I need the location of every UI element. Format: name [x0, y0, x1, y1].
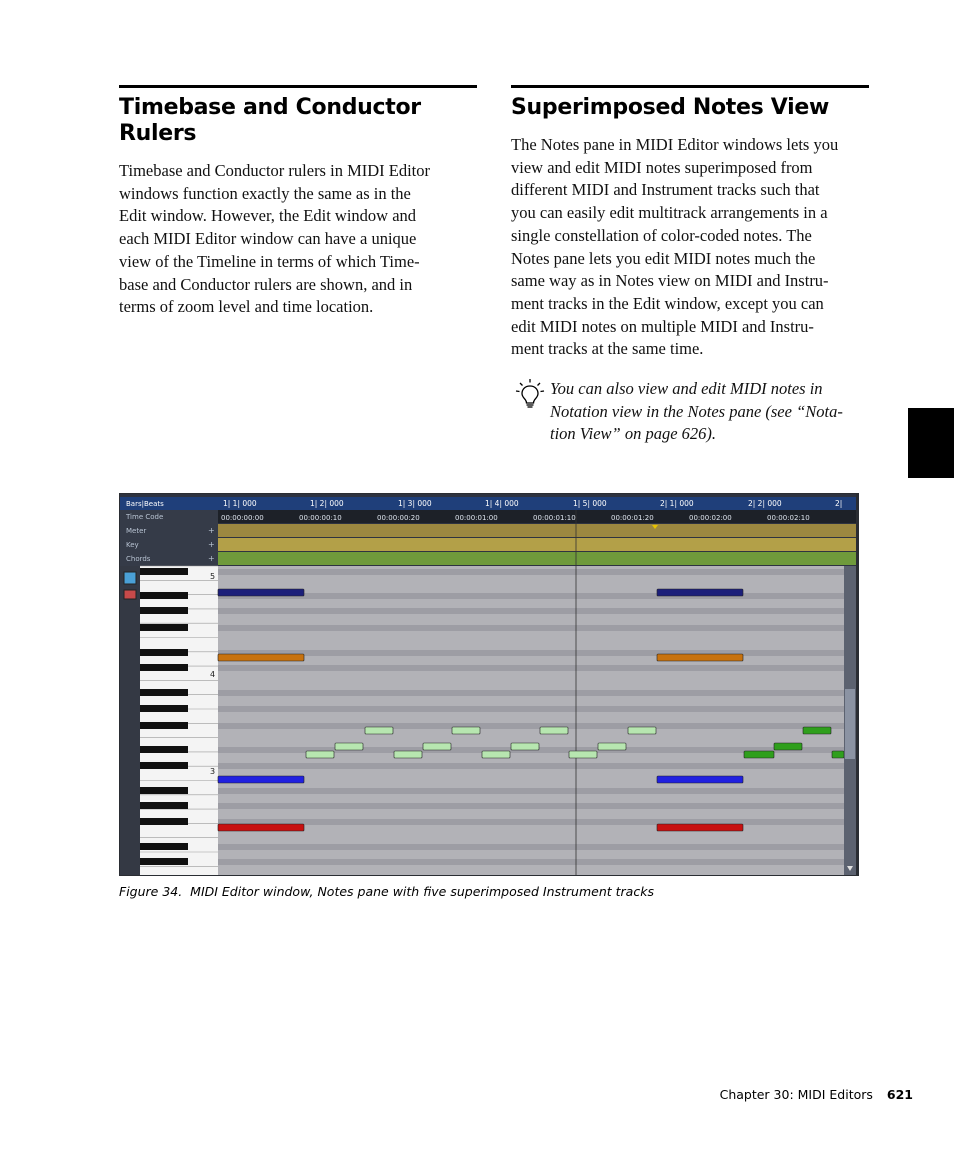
midi-note[interactable]	[774, 743, 802, 750]
black-key-lane	[218, 569, 844, 575]
black-key-lane	[218, 593, 844, 599]
bar-tick-label: 1| 1| 000	[223, 499, 257, 508]
bar-tick-label: 2| 2| 000	[748, 499, 782, 508]
bar-tick-label: 1| 5| 000	[573, 499, 607, 508]
timecode-tick-label: 00:00:00:10	[299, 514, 342, 522]
black-key[interactable]	[140, 802, 188, 809]
timecode-tick-label: 00:00:02:10	[767, 514, 810, 522]
midi-note[interactable]	[628, 727, 656, 734]
black-key[interactable]	[140, 722, 188, 729]
black-key[interactable]	[140, 858, 188, 865]
track-color-button[interactable]	[124, 572, 136, 584]
left-body-line: Edit window. However, the Edit window and	[119, 206, 417, 226]
timecode-tick-label: 00:00:01:10	[533, 514, 576, 522]
midi-note[interactable]	[394, 751, 422, 758]
midi-note[interactable]	[803, 727, 831, 734]
black-key-lane	[218, 763, 844, 769]
right-heading: Superimposed Notes View	[511, 95, 830, 120]
tip-line: tion View” on page 626).	[550, 424, 717, 444]
black-key[interactable]	[140, 649, 188, 656]
tip-text	[550, 378, 880, 446]
right-body-line: same way as in Notes view on MIDI and Instru-	[511, 271, 829, 291]
ruler-label-0: Bars|Beats	[126, 500, 164, 508]
chords-ruler[interactable]	[218, 552, 859, 565]
ruler-add-icon: +	[208, 526, 215, 535]
right-body-line: single constellation of color-coded notes. The	[511, 225, 812, 245]
remove-track-button[interactable]	[124, 590, 136, 599]
ruler-label-2: Meter	[126, 527, 147, 535]
black-key[interactable]	[140, 843, 188, 850]
key-ruler[interactable]	[218, 538, 859, 551]
midi-note[interactable]	[657, 654, 743, 661]
midi-editor-canvas	[120, 494, 859, 876]
midi-note[interactable]	[218, 776, 304, 783]
midi-note[interactable]	[306, 751, 334, 758]
black-key[interactable]	[140, 592, 188, 599]
midi-note[interactable]	[832, 751, 844, 758]
midi-note[interactable]	[218, 824, 304, 831]
midi-note[interactable]	[598, 743, 626, 750]
page-footer	[720, 1087, 913, 1102]
black-key[interactable]	[140, 818, 188, 825]
bar-tick-label: 1| 2| 000	[310, 499, 344, 508]
black-key-lane	[218, 650, 844, 656]
figure-caption	[119, 884, 654, 899]
octave-label: 5	[210, 572, 216, 581]
tip-line: You can also view and edit MIDI notes in	[550, 379, 823, 398]
left-body-line: Timebase and Conductor rulers in MIDI Editor	[119, 161, 431, 180]
black-key-lane	[218, 608, 844, 614]
midi-note[interactable]	[569, 751, 597, 758]
midi-note[interactable]	[744, 751, 774, 758]
left-body-line: base and Conductor rulers are shown, and in	[119, 274, 413, 294]
black-key-lane	[218, 665, 844, 671]
bar-tick-label: 1| 3| 000	[398, 499, 432, 508]
octave-label: 4	[210, 670, 216, 679]
black-key[interactable]	[140, 787, 188, 794]
left-column-rule	[119, 85, 477, 88]
right-body-line: The Notes pane in MIDI Editor windows lets you	[511, 135, 839, 154]
right-column-rule	[511, 85, 869, 88]
midi-note[interactable]	[540, 727, 568, 734]
black-key-lane	[218, 859, 844, 865]
right-body-line: ment tracks in the Edit window, except you can	[511, 293, 824, 313]
meter-ruler[interactable]	[218, 524, 859, 537]
black-key-lane	[218, 819, 844, 825]
midi-editor-window	[119, 493, 859, 876]
black-key[interactable]	[140, 746, 188, 753]
right-body	[511, 134, 871, 361]
black-key-lane	[218, 625, 844, 631]
midi-note[interactable]	[657, 776, 743, 783]
timecode-tick-label: 00:00:00:20	[377, 514, 420, 522]
left-body-line: terms of zoom level and time location.	[119, 297, 374, 317]
left-body-line: view of the Timeline in terms of which Time-	[119, 251, 420, 271]
midi-note[interactable]	[218, 654, 304, 661]
left-heading-line-2: Rulers	[119, 121, 197, 146]
black-key[interactable]	[140, 762, 188, 769]
midi-note[interactable]	[218, 589, 304, 596]
scrollbar-thumb[interactable]	[845, 689, 855, 759]
right-body-line: edit MIDI notes on multiple MIDI and Instru-	[511, 316, 814, 336]
tool-strip	[120, 566, 140, 876]
midi-note[interactable]	[452, 727, 480, 734]
midi-note[interactable]	[657, 589, 743, 596]
black-key-lane	[218, 803, 844, 809]
caption-text: MIDI Editor window, Notes pane with five superimposed Instrument tracks	[190, 884, 654, 899]
black-key[interactable]	[140, 705, 188, 712]
black-key[interactable]	[140, 689, 188, 696]
black-key[interactable]	[140, 664, 188, 671]
right-body-line: ment tracks at the same time.	[511, 339, 704, 359]
black-key-lane	[218, 723, 844, 729]
black-key-lane	[218, 690, 844, 696]
bar-tick-label: 2|	[835, 499, 843, 508]
ruler-label-1: Time Code	[126, 513, 164, 521]
midi-note[interactable]	[423, 743, 451, 750]
right-body-line: different MIDI and Instrument tracks such that	[511, 180, 820, 200]
ruler-label-3: Key	[126, 541, 139, 549]
midi-note[interactable]	[657, 824, 743, 831]
right-body-line: Notes pane lets you edit MIDI notes much the	[511, 248, 816, 268]
timecode-tick-label: 00:00:01:00	[455, 514, 498, 522]
ruler-add-icon: +	[208, 540, 215, 549]
black-key-lane	[218, 844, 844, 850]
black-key[interactable]	[140, 568, 188, 575]
bar-tick-label: 1| 4| 000	[485, 499, 519, 508]
left-body-line: windows function exactly the same as in the	[119, 183, 411, 203]
footer-chapter: Chapter 30: MIDI Editors	[719, 1087, 873, 1102]
timecode-tick-label: 00:00:00:00	[221, 514, 264, 522]
timecode-tick-label: 00:00:01:20	[611, 514, 654, 522]
midi-note[interactable]	[511, 743, 539, 750]
left-heading	[119, 95, 477, 147]
left-body-line: each MIDI Editor window can have a unique	[119, 229, 417, 249]
octave-label: 3	[210, 767, 216, 776]
bar-tick-label: 2| 1| 000	[660, 499, 694, 508]
ruler-label-4: Chords	[126, 555, 151, 563]
midi-note[interactable]	[335, 743, 363, 750]
timecode-tick-label: 00:00:02:00	[689, 514, 732, 522]
black-key[interactable]	[140, 607, 188, 614]
tip-line: Notation view in the Notes pane (see “Nota-	[550, 401, 843, 421]
window-edge	[856, 494, 859, 876]
midi-note[interactable]	[365, 727, 393, 734]
black-key[interactable]	[140, 624, 188, 631]
right-body-line: you can easily edit multitrack arrangements in a	[511, 203, 828, 223]
black-key-lane	[218, 788, 844, 794]
page-number: 621	[886, 1087, 913, 1102]
left-body	[119, 160, 479, 319]
black-key-lane	[218, 706, 844, 712]
midi-note[interactable]	[482, 751, 510, 758]
ruler-add-icon: +	[208, 554, 215, 563]
caption-label: Figure 34.	[119, 884, 183, 899]
right-body-line: view and edit MIDI notes superimposed from	[511, 157, 813, 177]
left-heading-line-1: Timebase and Conductor	[119, 95, 421, 120]
chapter-thumb-tab	[908, 408, 954, 478]
lightbulb-icon	[515, 377, 545, 409]
